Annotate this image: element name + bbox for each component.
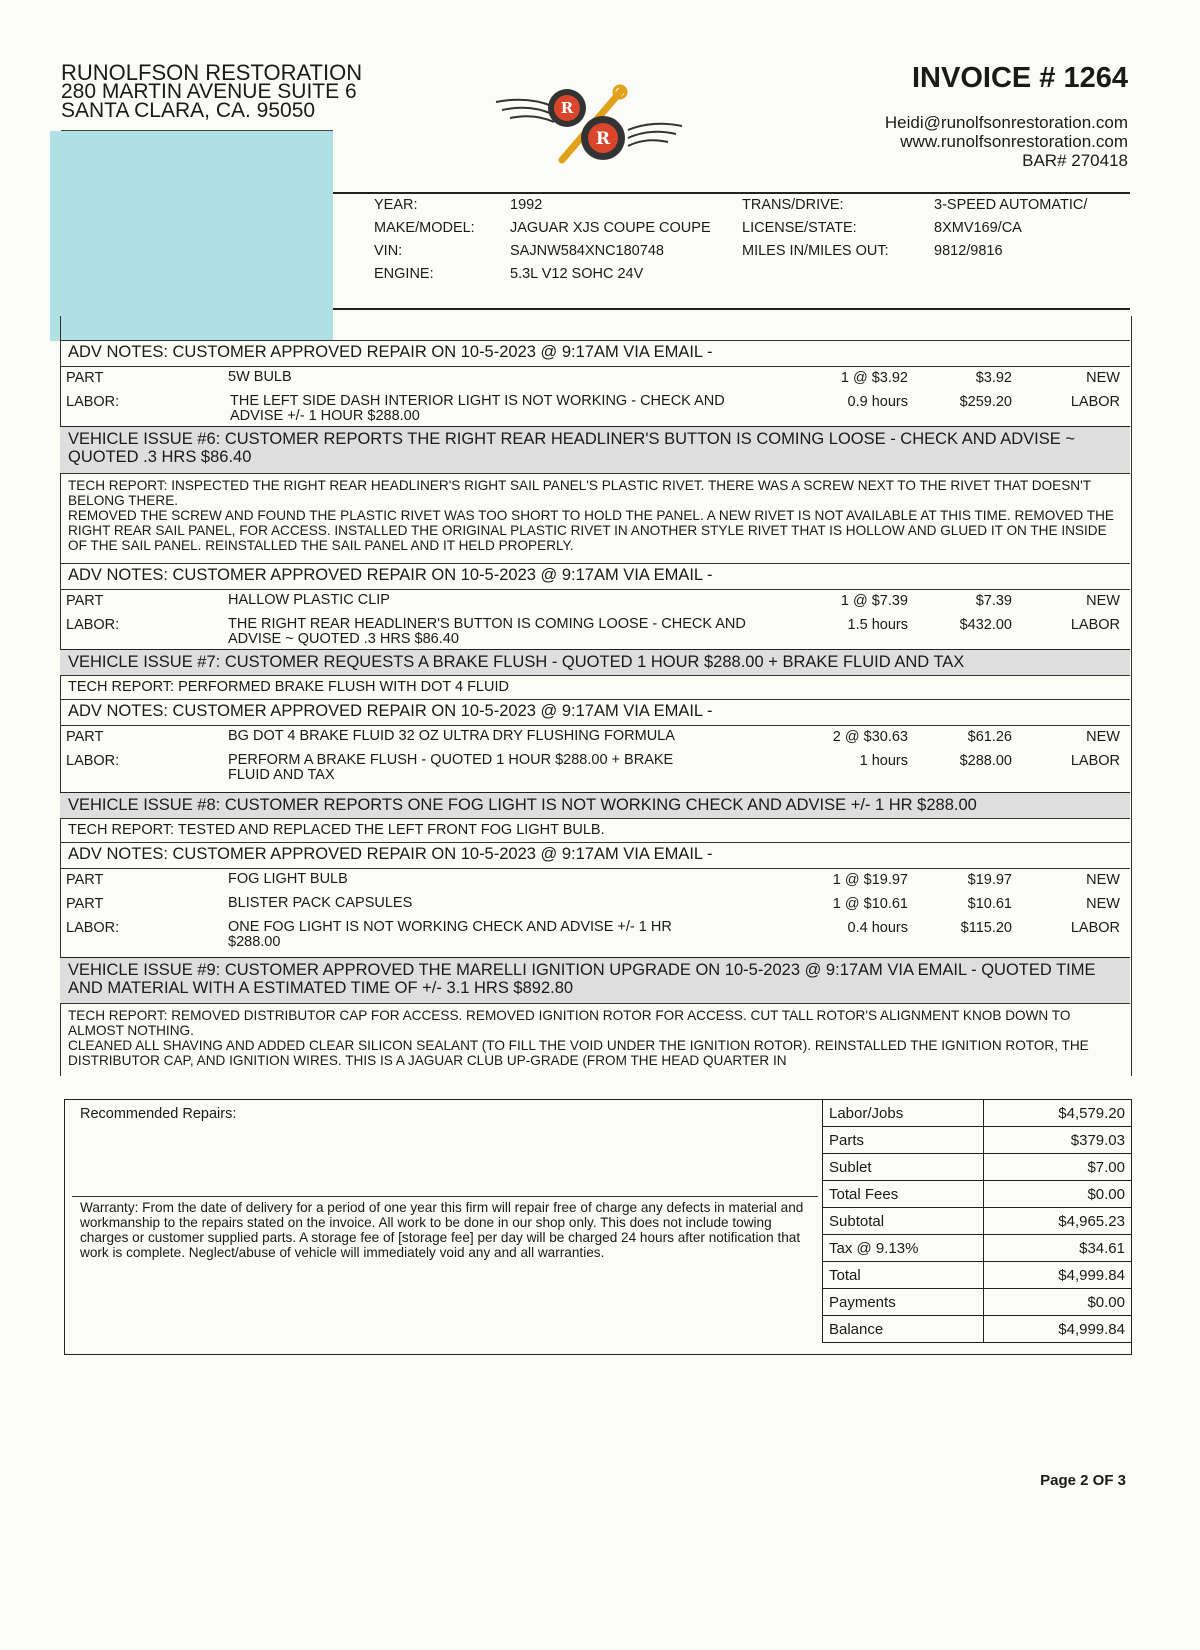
totals-row xyxy=(823,1154,1132,1181)
totals-row xyxy=(823,1127,1132,1154)
contact-email: Heidi@runolfsonrestoration.com xyxy=(884,113,1128,132)
totals-label: Tax @ 9.13% xyxy=(823,1235,984,1262)
make-model-value: JAGUAR XJS COUPE COUPE xyxy=(510,220,711,236)
tech-report-line: TECH REPORT: INSPECTED THE RIGHT REAR HEADLINER'S RIGHT SAIL PANEL'S PLASTIC RIVET. THERE WAS A SCREW NEXT TO THE RIVET THAT DOESN'T BELONG THERE. xyxy=(68,478,1091,508)
totals-row xyxy=(823,1262,1132,1289)
item-status: LABOR xyxy=(1070,753,1120,769)
item-qty: 1 hours xyxy=(859,753,908,769)
adv-notes-row xyxy=(60,842,1130,868)
company-name: RUNOLFSON RESTORATION xyxy=(61,60,363,85)
vehicle-issue-row xyxy=(60,649,1130,675)
totals-row xyxy=(823,1208,1132,1235)
item-status: NEW xyxy=(1086,872,1120,888)
adv-notes-row xyxy=(60,699,1130,725)
item-type: PART xyxy=(66,593,104,609)
item-amount: $288.00 xyxy=(959,753,1012,769)
totals-value: $34.61 xyxy=(984,1235,1132,1262)
line-items-group xyxy=(60,366,1130,426)
vehicle-issue-row xyxy=(60,426,1130,473)
tech-report-row xyxy=(60,1003,1130,1076)
redaction-block xyxy=(50,131,333,341)
item-status: NEW xyxy=(1086,729,1120,745)
vehicle-issue-text: VEHICLE ISSUE #7: CUSTOMER REQUESTS A BRAKE FLUSH - QUOTED 1 HOUR $288.00 + BRAKE FLUID AND TAX xyxy=(68,653,965,671)
totals-row xyxy=(823,1289,1132,1316)
item-amount: $259.20 xyxy=(959,394,1012,410)
vehicle-issue-text: VEHICLE ISSUE #8: CUSTOMER REPORTS ONE FOG LIGHT IS NOT WORKING CHECK AND ADVISE +/- 1 HR $288.00 xyxy=(68,796,977,814)
totals-value: $4,999.84 xyxy=(984,1262,1132,1289)
license-value: 8XMV169/CA xyxy=(934,220,1022,236)
contact-website: www.runolfsonrestoration.com xyxy=(900,132,1128,151)
company-block xyxy=(61,60,363,122)
totals-row xyxy=(823,1181,1132,1208)
item-type: PART xyxy=(66,729,104,745)
tech-report-text: TECH REPORT: PERFORMED BRAKE FLUSH WITH DOT 4 FLUID xyxy=(68,679,509,695)
tech-report-row xyxy=(60,675,1130,699)
totals-label: Labor/Jobs xyxy=(823,1100,984,1127)
adv-notes-text: ADV NOTES: CUSTOMER APPROVED REPAIR ON 10-5-2023 @ 9:17AM VIA EMAIL - xyxy=(68,566,713,584)
item-qty: 1 @ $19.97 xyxy=(832,872,908,888)
totals-value: $4,579.20 xyxy=(984,1100,1132,1127)
make-model-label: MAKE/MODEL: xyxy=(374,220,475,236)
tech-report-row xyxy=(60,473,1130,563)
page-number: Page 2 OF 3 xyxy=(1040,1472,1126,1489)
vehicle-issue-row xyxy=(60,957,1130,1003)
item-qty: 2 @ $30.63 xyxy=(832,729,908,745)
engine-value: 5.3L V12 SOHC 24V xyxy=(510,266,644,282)
item-type: PART xyxy=(66,896,104,912)
item-description: 5W BULB xyxy=(228,369,292,385)
item-description: PERFORM A BRAKE FLUSH - QUOTED 1 HOUR $288.00 + BRAKE FLUID AND TAX xyxy=(228,752,674,783)
item-status: NEW xyxy=(1086,896,1120,912)
tech-report-text xyxy=(60,1004,1130,1068)
invoice-title: INVOICE # 1264 xyxy=(912,62,1128,94)
line-items-group xyxy=(60,868,1130,957)
item-description: ONE FOG LIGHT IS NOT WORKING CHECK AND ADVISE +/- 1 HR $288.00 xyxy=(228,919,672,950)
item-amount: $19.97 xyxy=(967,872,1012,888)
vehicle-issue-row xyxy=(60,792,1130,818)
totals-row xyxy=(823,1316,1132,1343)
item-amount: $3.92 xyxy=(975,370,1012,386)
totals-value: $379.03 xyxy=(984,1127,1132,1154)
vehicle-issue-text: VEHICLE ISSUE #9: CUSTOMER APPROVED THE MARELLI IGNITION UPGRADE ON 10-5-2023 @ 9:17AM VIA EMAIL - QUOTED TIME AND MATERIAL WITH A ESTIMATED TIME OF +/- 3.1 HRS $892.80 xyxy=(68,961,1096,997)
item-description: THE LEFT SIDE DASH INTERIOR LIGHT IS NOT WORKING - CHECK AND ADVISE +/- 1 HOUR $288.00 xyxy=(230,393,725,424)
vehicle-box-top-rule xyxy=(333,192,1130,194)
item-amount: $7.39 xyxy=(975,593,1012,609)
item-status: LABOR xyxy=(1070,617,1120,633)
year-value: 1992 xyxy=(510,197,543,213)
tech-report-text: TECH REPORT: TESTED AND REPLACED THE LEFT FRONT FOG LIGHT BULB. xyxy=(68,822,605,838)
item-description: HALLOW PLASTIC CLIP xyxy=(228,592,390,608)
totals-value: $0.00 xyxy=(984,1289,1132,1316)
tech-report-line: TECH REPORT: REMOVED DISTRIBUTOR CAP FOR ACCESS. REMOVED IGNITION ROTOR FOR ACCESS. CUT TALL ROTOR'S ALIGNMENT KNOB DOWN TO ALMOST NOTHING. xyxy=(68,1008,1071,1038)
item-status: LABOR xyxy=(1070,920,1120,936)
logo-letter-2: R xyxy=(595,129,611,149)
totals-value: $4,999.84 xyxy=(984,1316,1132,1343)
totals-value: $7.00 xyxy=(984,1154,1132,1181)
totals-label: Balance xyxy=(823,1316,984,1343)
item-amount: $10.61 xyxy=(967,896,1012,912)
item-type: LABOR: xyxy=(66,920,120,936)
miles-value: 9812/9816 xyxy=(934,243,1003,259)
item-qty: 0.4 hours xyxy=(847,920,908,936)
trans-label: TRANS/DRIVE: xyxy=(742,197,844,213)
company-address-line1: 280 MARTIN AVENUE SUITE 6 xyxy=(61,80,357,103)
item-amount: $115.20 xyxy=(960,920,1012,936)
line-items-group xyxy=(60,725,1130,789)
company-address-line2: SANTA CLARA, CA. 95050 xyxy=(61,99,316,122)
adv-notes-text: ADV NOTES: CUSTOMER APPROVED REPAIR ON 10-5-2023 @ 9:17AM VIA EMAIL - xyxy=(68,343,713,361)
trans-value: 3-SPEED AUTOMATIC/ xyxy=(934,197,1088,213)
item-status: NEW xyxy=(1086,370,1120,386)
item-status: LABOR xyxy=(1070,394,1120,410)
adv-notes-text: ADV NOTES: CUSTOMER APPROVED REPAIR ON 10-5-2023 @ 9:17AM VIA EMAIL - xyxy=(68,845,713,863)
item-type: LABOR: xyxy=(66,617,120,633)
contact-block xyxy=(885,113,1128,170)
item-amount: $61.26 xyxy=(967,729,1012,745)
totals-label: Subtotal xyxy=(823,1208,984,1235)
item-type: PART xyxy=(66,370,104,386)
item-amount: $432.00 xyxy=(959,617,1012,633)
item-type: PART xyxy=(66,872,104,888)
totals-label: Total Fees xyxy=(823,1181,984,1208)
totals-label: Total xyxy=(823,1262,984,1289)
warranty-divider xyxy=(72,1196,818,1197)
item-qty: 1 @ $3.92 xyxy=(840,370,908,386)
company-logo xyxy=(492,82,688,168)
item-description: THE RIGHT REAR HEADLINER'S BUTTON IS COMING LOOSE - CHECK AND ADVISE ~ QUOTED .3 HRS $86.40 xyxy=(228,616,746,647)
totals-label: Parts xyxy=(823,1127,984,1154)
item-description: BLISTER PACK CAPSULES xyxy=(228,895,413,911)
miles-label: MILES IN/MILES OUT: xyxy=(742,243,889,259)
line-items-group xyxy=(60,589,1130,649)
adv-notes-row xyxy=(60,340,1130,366)
tech-report-line: CLEANED ALL SHAVING AND ADDED CLEAR SILICON SEALANT (TO FILL THE VOID UNDER THE IGNITION ROTOR). REINSTALLED THE IGNITION ROTOR, THE DISTRIBUTOR CAP, AND IGNITION WIRES. THIS IS A JAGUAR CLUB UP-GRADE (FROM THE HEAD QUARTER IN xyxy=(68,1038,1089,1068)
totals-value: $4,965.23 xyxy=(984,1208,1132,1235)
year-label: YEAR: xyxy=(374,197,418,213)
logo-letter-1: R xyxy=(560,99,574,117)
totals-label: Sublet xyxy=(823,1154,984,1181)
totals-row xyxy=(823,1100,1132,1127)
item-qty: 1 @ $7.39 xyxy=(840,593,908,609)
warranty-text: Warranty: From the date of delivery for a period of one year this firm will repair free of charge any defects in material and workmanship to the repairs stated on the invoice. All work to be done in our shop only. This does not include towing charges or customer supplied parts. A storage fee of [storage fee] per day will be charged 24 hours after notification that work is complete. Neglect/abuse of vehicle will immediately void any and all warranties. xyxy=(80,1200,804,1260)
item-description: BG DOT 4 BRAKE FLUID 32 OZ ULTRA DRY FLUSHING FORMULA xyxy=(228,728,675,744)
tech-report-row xyxy=(60,818,1130,842)
item-qty: 0.9 hours xyxy=(847,394,908,410)
item-qty: 1 @ $10.61 xyxy=(832,896,908,912)
tech-report-line: REMOVED THE SCREW AND FOUND THE PLASTIC RIVET WAS TOO SHORT TO HOLD THE PANEL. A NEW RIVET IS NOT AVAILABLE AT THIS TIME. REMOVED THE RIGHT REAR SAIL PANEL, FOR ACCESS. INSTALLED THE ORIGINAL PLASTIC RIVET IN ANOTHER STYLE RIVET THAT IS HOLLOW AND GLUED IT ON THE INSIDE OF THE SAIL PANEL. REINSTALLED THE SAIL PANEL AND IT HELD PROPERLY. xyxy=(68,508,1114,553)
item-type: LABOR: xyxy=(66,753,120,769)
vehicle-issue-text: VEHICLE ISSUE #6: CUSTOMER REPORTS THE RIGHT REAR HEADLINER'S BUTTON IS COMING LOOSE - CHECK AND ADVISE ~ QUOTED .3 HRS $86.40 xyxy=(68,430,1075,466)
adv-notes-text: ADV NOTES: CUSTOMER APPROVED REPAIR ON 10-5-2023 @ 9:17AM VIA EMAIL - xyxy=(68,702,713,720)
vin-value: SAJNW584XNC180748 xyxy=(510,243,664,259)
tech-report-text xyxy=(60,474,1130,553)
item-status: NEW xyxy=(1086,593,1120,609)
vehicle-box-bottom-rule xyxy=(333,308,1130,310)
item-description: FOG LIGHT BULB xyxy=(228,871,348,887)
item-type: LABOR: xyxy=(66,394,120,410)
totals-value: $0.00 xyxy=(984,1181,1132,1208)
item-qty: 1.5 hours xyxy=(847,617,908,633)
vin-label: VIN: xyxy=(374,243,403,259)
totals-row xyxy=(823,1235,1132,1262)
license-label: LICENSE/STATE: xyxy=(742,220,857,236)
bar-number: BAR# 270418 xyxy=(1022,151,1128,170)
totals-label: Payments xyxy=(823,1289,984,1316)
totals-table xyxy=(822,1099,1132,1343)
engine-label: ENGINE: xyxy=(374,266,434,282)
adv-notes-row xyxy=(60,563,1130,589)
recommended-repairs-label: Recommended Repairs: xyxy=(80,1106,237,1122)
